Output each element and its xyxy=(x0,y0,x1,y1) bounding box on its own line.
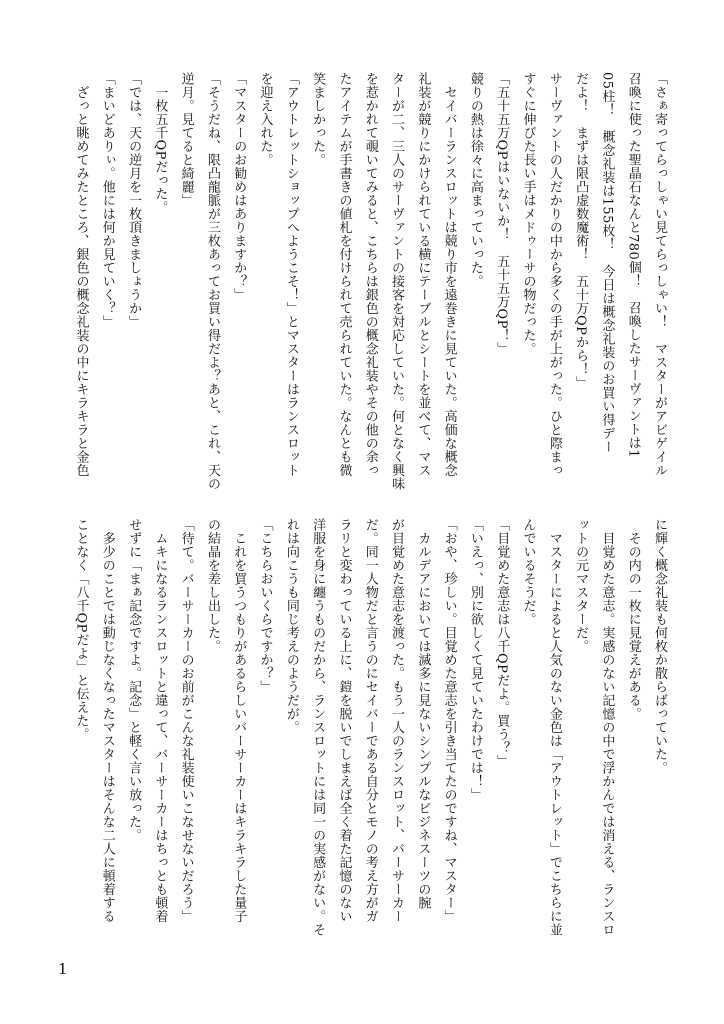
text-line: 洋服を身に纏うものだから、ランスロットには同一の実感がない。そ xyxy=(310,518,326,937)
text-line: ターが二、三人のサーヴァントの接客を対応していた。何となく興味 xyxy=(389,72,405,491)
text-line: 笑ましかった。 xyxy=(310,72,326,167)
text-line: 「まいどありぃ。他には何か見ていく？」 xyxy=(99,72,115,329)
text-line: 召喚に使った聖晶石なんと780個！ 召喚したサーヴァントは1 xyxy=(625,72,641,459)
text-line: に輝く概念礼装も何枚か散らばっていた。 xyxy=(652,518,667,775)
text-block-bottom xyxy=(32,518,672,938)
text-line: セイバーランスロットは競り市を遠巻きに見ていた。高価な概念 xyxy=(441,72,457,477)
text-line: んでいるそうだ。 xyxy=(520,518,536,626)
text-line: だ。同一人物だと言うのにセイバーである自分とモノの考え方がガ xyxy=(362,518,378,923)
text-line: ットの元マスターだ。 xyxy=(573,518,589,653)
text-line: その内の一枚に見覚えがある。 xyxy=(625,518,641,721)
text-line: ムキになるランスロットと違って、バーサーカーはちっとも頓着 xyxy=(152,518,168,923)
text-line: せずに「まぁ記念ですよ。記念」と軽く言い放った。 xyxy=(126,518,142,842)
text-line: マスターによると人気のない金色は「アウトレット」でこちらに並 xyxy=(546,518,562,937)
text-line: が目覚めた意志を渡った。もう一人のランスロット、バーサーカー xyxy=(389,518,405,923)
text-line: 「こちらおいくらですか？」 xyxy=(257,518,273,694)
text-line: の結晶を差し出した。 xyxy=(204,518,220,653)
text-line: サーヴァントの人だかりの中から多くの手が上がった。ひと際まっ xyxy=(546,72,562,477)
text-line: れは向こうも同じ考えのようだが。 xyxy=(283,518,299,734)
text-line: これを買うつもりがあるらしいバーサーカーはキラキラした量子 xyxy=(231,518,247,923)
text-line: 「さぁ寄ってらっしゃい見てらっしゃい！ マスターがアビゲイル xyxy=(652,72,667,477)
text-line: ざっと眺めてみたところ、銀色の概念礼装の中にキラキラと金色 xyxy=(73,72,89,477)
text-line: 「そうだね、限凸龍脈が三枚あってお買い得だよ？あと、これ、天の xyxy=(204,72,220,491)
text-line: カルデアにおいては滅多に見ないシンプルなビジネスーツの腕 xyxy=(415,518,431,910)
text-line: 礼装が競りにかけられている横にテーブルとシートを並べて、マス xyxy=(415,72,431,477)
text-line: 「おや、珍しい。目覚めた意志を引き当てたのですね、マスター」 xyxy=(441,518,457,923)
text-line: だよ！ まずは限凸虚数魔術！ 五十万QPから！」 xyxy=(573,72,589,390)
page-number: 1 xyxy=(58,960,68,978)
text-line: 多少のことでは動じなくなったマスターはそんな二人に頓着する xyxy=(99,518,115,923)
text-line: を惹かれて覗いてみると、こちらは銀色の概念礼装やその他の余っ xyxy=(362,72,378,477)
text-line: 「待て。バーサーカーのお前がこんな礼装使いこなせないだろう」 xyxy=(178,518,194,923)
text-line: 目覚めた意志。実感のない記憶の中で浮かんでは消える、ランスロ xyxy=(599,518,615,937)
text-line: 一枚五千QPだった。 xyxy=(152,72,168,214)
text-line: 「アウトレットショップへようこそ！」とマスターはランスロット xyxy=(283,72,299,477)
text-line: 「マスターのお勧めはありますか？」 xyxy=(231,72,247,302)
text-line: 「いえっ、別に欲しくて見ていたわけでは！」 xyxy=(467,518,483,802)
text-line: 競りの熱は徐々に高まっていった。 xyxy=(467,72,483,288)
text-line: 「目覚めた意志は八千QPだよ。買う？」 xyxy=(494,518,510,768)
text-line: すぐに伸びた長い手はメドゥーサの物だった。 xyxy=(520,72,536,356)
text-line: 「では、天の逆月を一枚頂きましょうか」 xyxy=(126,72,142,329)
text-line: たアイテムが手書きの値札を付けられて売られていた。なんとも微 xyxy=(336,72,352,477)
text-block-top xyxy=(32,72,672,492)
text-line: ことなく「八千QPだよ」と伝えた。 xyxy=(73,518,89,741)
text-line: 逆月。見てると綺麗」 xyxy=(178,72,194,207)
text-line: 05柱！ 概念礼装は155枚！ 今日は概念礼装のお買い得デー xyxy=(599,72,615,454)
text-line: を迎え入れた。 xyxy=(257,72,273,167)
text-line: ラリと変わっている上に、鎧を脱いでしまえば全く着た記憶のない xyxy=(336,518,352,923)
text-line: 「五十五万QPはいないか！ 五十五万QP！」 xyxy=(494,72,510,356)
